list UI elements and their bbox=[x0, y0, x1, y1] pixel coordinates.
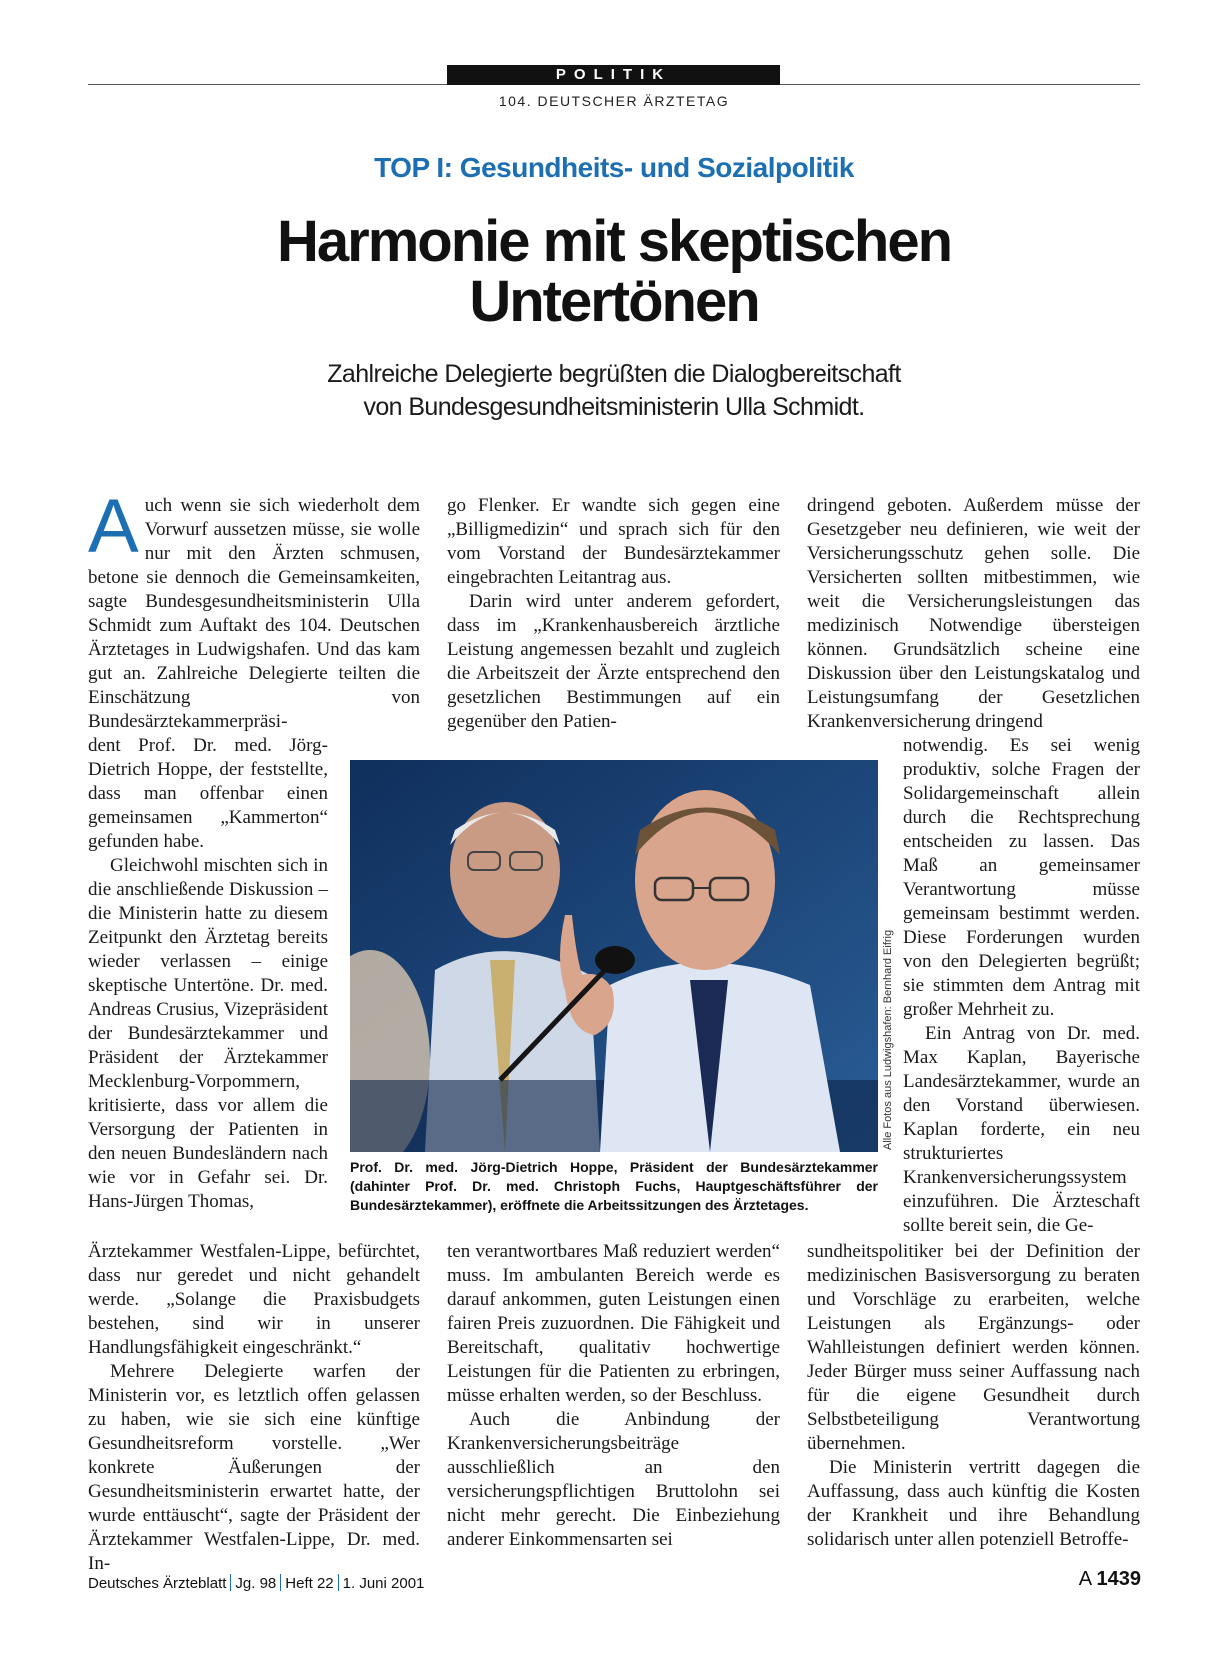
column-3-top bbox=[807, 494, 1140, 734]
column-1-bottom bbox=[88, 1240, 420, 1576]
paragraph: Auch die Anbindung der Krankenversicherungsbeiträge ausschließlich an den versicherungspflichtigen Bruttolohn sei nicht mehr gerecht. Die Einbeziehung anderer Einkommensarten sei bbox=[447, 1409, 780, 1550]
paragraph: Ärztekammer Westfalen-Lippe, befürchtet, dass nur geredet und nicht gehandelt werde. „Solange die Praxisbudgets bestehen, sind wir in unserer Handlungsfähigkeit eingeschränkt.“ bbox=[88, 1241, 420, 1358]
deck-line-1: Zahlreiche Delegierte begrüßten die Dialogbereitschaft bbox=[327, 360, 901, 388]
photo-caption: Prof. Dr. med. Jörg-Dietrich Hoppe, Präsident der Bundesärztekammer (dahinter Prof. Dr. med. Christoph Fuchs, Hauptgeschäftsführer der Bundesärztekammer), eröffnete die Arbeitssitzungen des Ärztetages. bbox=[350, 1159, 878, 1213]
separator bbox=[280, 1574, 281, 1591]
paragraph: Ein Antrag von Dr. med. Max Kaplan, Bayerische Landesärztekammer, wurde an den Vorstand überwiesen. Kaplan forderte, ein neu strukturiertes Krankenversicherungssystem einzuführen. Die Ärzteschaft sollte bereit sein, die Ge- bbox=[903, 1023, 1140, 1236]
journal-date: 1. Juni 2001 bbox=[342, 1575, 425, 1592]
headline-line-1: Harmonie mit skeptischen bbox=[277, 209, 951, 274]
paragraph: Gleichwohl mischten sich in die anschließende Diskussion – die Ministerin hatte zu diesem Zeitpunkt den Ärztetag bereits wieder verlassen – einige skeptische Untertöne. Dr. med. Andreas Crusius, Vizepräsident der Bundesärztekammer und Präsident der Ärztekammer Mecklenburg-Vorpommern, kritisierte, dass vor allem die Versorgung der Patienten in den neuen Bundesländern nach wie vor in Gefahr sei. Dr. Hans-Jürgen Thomas, bbox=[88, 855, 328, 1212]
column-3-middle bbox=[903, 734, 1140, 1238]
paragraph: Darin wird unter anderem gefordert, dass im „Krankenhausbereich ärztliche Leistung angemessen bezahlt und zugleich die Arbeitszeit der Ärzte entsprechend den gesetzlichen Bestimmungen auf ein gegenüber den Patien- bbox=[447, 591, 780, 732]
lead-text: uch wenn sie sich wiederholt dem Vorwurf aussetzen müsse, sie wolle nur mit den Ärzten schmusen, betone sie dennoch die Gemeinsamkeiten, sagte Bundesgesundheitsministerin Ulla Schmidt zum Auftakt des 104. Deutschen Ärztetages in Ludwigshafen. Und das kam gut an. Zahlreiche Delegierte teilten die Einschätzung von Bundesärztekammerpräsi- bbox=[88, 495, 420, 732]
article-kicker: TOP I: Gesundheits- und Sozialpolitik bbox=[374, 152, 854, 183]
page-number bbox=[1079, 1568, 1141, 1591]
deck-line-2: von Bundesgesundheitsministerin Ulla Schmidt. bbox=[363, 393, 865, 421]
headline-line-2: Untertönen bbox=[469, 269, 759, 334]
paragraph: go Flenker. Er wandte sich gegen eine „Billigmedizin“ und sprach sich für den vom Vorstand der Bundesärztekammer eingebrachten Leitantrag aus. bbox=[447, 495, 780, 588]
paragraph: dringend geboten. Außerdem müsse der Gesetzgeber neu definieren, wie weit der Versicherungsschutz gehen solle. Die Versicherten sollten mitbestimmen, wie weit die Versicherungsleistungen das medizinisch Notwendige übersteigen können. Grundsätzlich scheine eine Diskussion über den Leistungskatalog und Leistungsumfang der Gesetzlichen Krankenversicherung dringend bbox=[807, 495, 1140, 732]
photo-credit: Alle Fotos aus Ludwigshafen: Bernhard Eifrig bbox=[882, 929, 894, 1150]
page-prefix: A bbox=[1078, 1568, 1091, 1590]
column-2-top bbox=[447, 494, 780, 734]
paragraph: dent Prof. Dr. med. Jörg-Dietrich Hoppe, der feststellte, dass man offenbar einen gemeinsamen „Kammerton“ gefunden habe. bbox=[88, 735, 328, 852]
column-3-bottom bbox=[807, 1240, 1140, 1552]
paragraph: notwendig. Es sei wenig produktiv, solche Fragen der Solidargemeinschaft allein durch die Rechtsprechung entscheiden zu lassen. Das Maß an gemeinsamer Verantwortung müsse gemeinsam bestimmt werden. Diese Forderungen wurden von den Delegierten begrüßt; sie stimmten dem Antrag mit großer Mehrheit zu. bbox=[903, 735, 1140, 1020]
photo-illustration bbox=[350, 760, 878, 1152]
paragraph: Mehrere Delegierte warfen der Ministerin vor, es letztlich offen gelassen zu haben, wie sie sich eine künftige Gesundheitsreform vorstelle. „Wer konkrete Äußerungen der Gesundheitsministerin erwartet hatte, der wurde enttäuscht“, sagte der Präsident der Ärztekammer Westfalen-Lippe, Dr. med. In- bbox=[88, 1361, 420, 1574]
journal-name: Deutsches Ärzteblatt bbox=[88, 1575, 227, 1592]
drop-cap: A bbox=[88, 484, 139, 569]
article-deck bbox=[200, 358, 1028, 424]
column-1-middle bbox=[88, 734, 328, 1214]
paragraph: sundheitspolitiker bei der Definition der medizinischen Basisversorgung zu beraten und Vorschläge zu erarbeiten, welche Leistungen als Ergänzungs- oder Wahlleistungen definiert werden können. Jeder Bürger muss seiner Auffassung nach für die eigene Gesundheit durch Selbstbeteiligung Verantwortung übernehmen. bbox=[807, 1241, 1140, 1454]
article-photo bbox=[350, 760, 878, 1152]
paragraph: ten verantwortbares Maß reduziert werden“ muss. Im ambulanten Bereich werde es darauf ankommen, guten Leistungen einen fairen Preis zuzuordnen. Die Fähigkeit und Bereitschaft, qualitativ hochwertige Leistungen für die Patienten zu erbringen, müsse erhalten werden, so der Beschluss. bbox=[447, 1241, 780, 1406]
journal-volume: Jg. 98 bbox=[235, 1575, 277, 1592]
separator bbox=[338, 1574, 339, 1591]
column-1-top bbox=[88, 484, 420, 734]
footer-citation bbox=[88, 1574, 424, 1592]
lead-paragraph bbox=[88, 484, 420, 734]
column-2-bottom bbox=[447, 1240, 780, 1552]
section-label: POLITIK bbox=[447, 65, 780, 85]
page-number-value: 1439 bbox=[1096, 1568, 1141, 1590]
separator bbox=[230, 1574, 231, 1591]
paragraph: Die Ministerin vertritt dagegen die Auffassung, dass auch künftig die Kosten der Krankheit und ihre Behandlung solidarisch unter allen potenziell Betroffe- bbox=[807, 1457, 1140, 1550]
journal-issue: Heft 22 bbox=[285, 1575, 334, 1592]
article-headline bbox=[88, 209, 1140, 334]
subsection-label: 104. DEUTSCHER ÄRZTETAG bbox=[498, 93, 730, 109]
